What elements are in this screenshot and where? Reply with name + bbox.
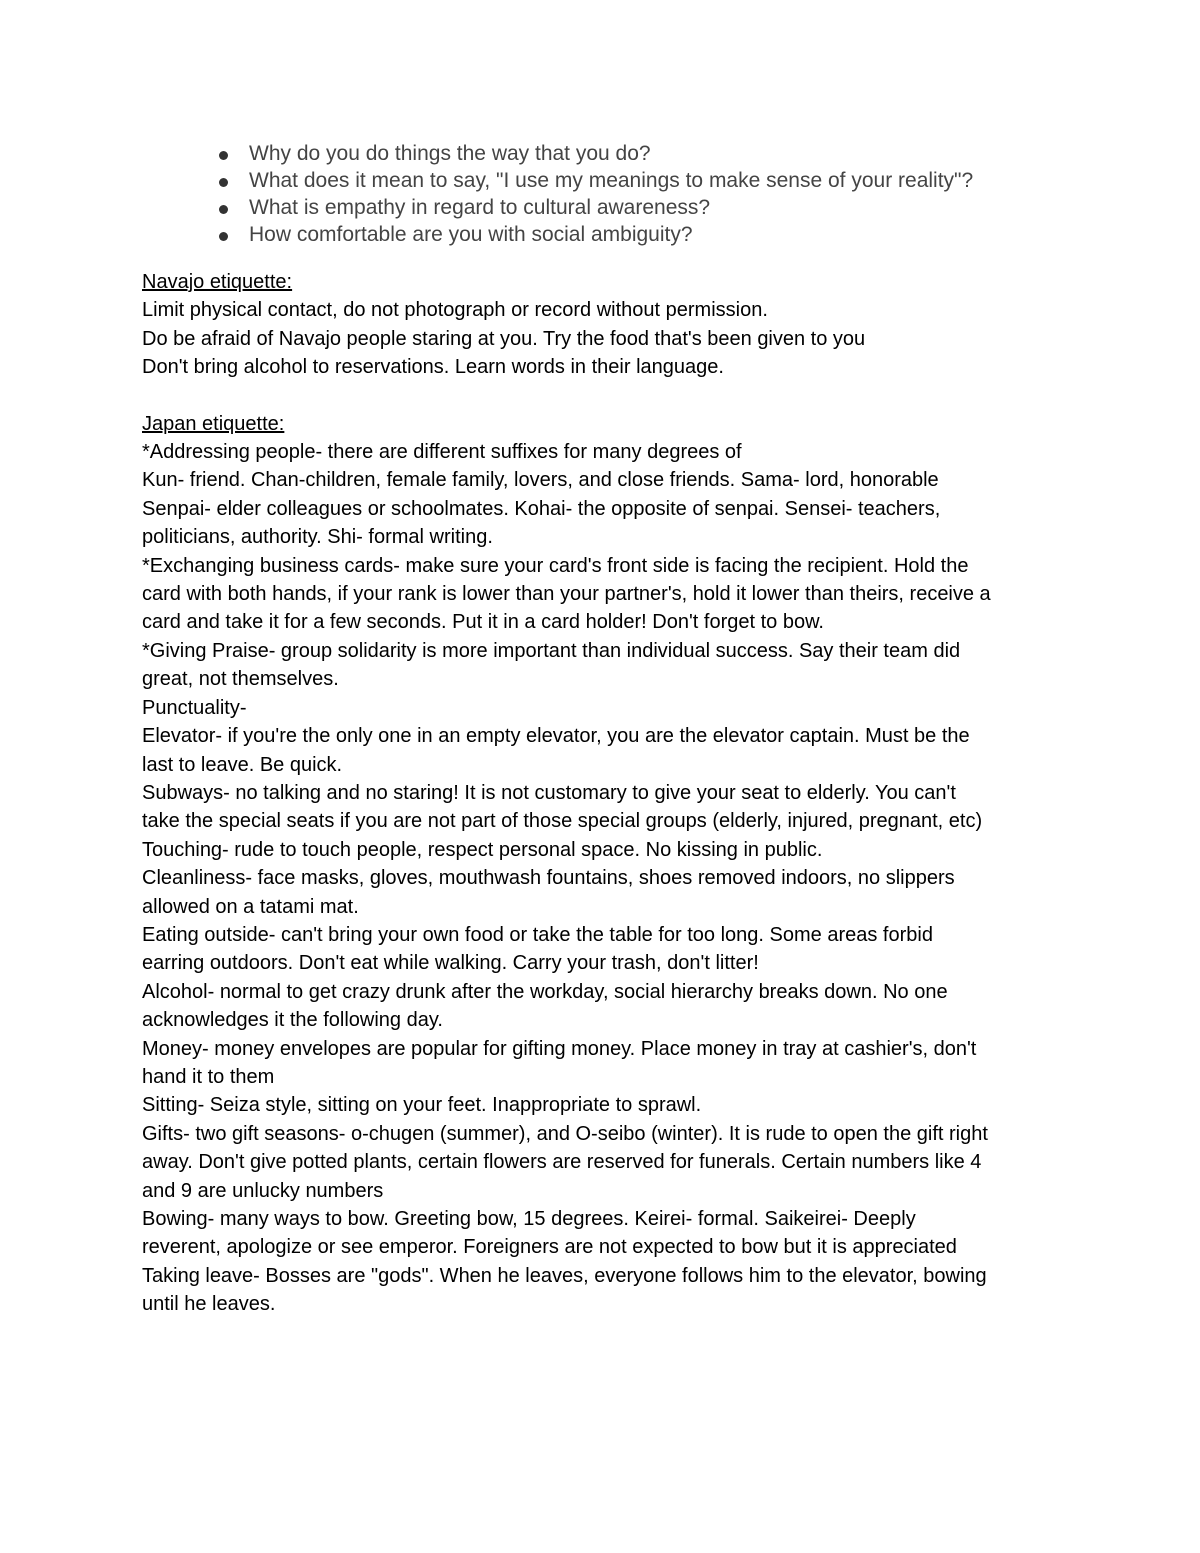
bullet-icon: [219, 205, 228, 214]
japan-line: until he leaves.: [142, 1293, 276, 1316]
japan-line: Senpai- elder colleagues or schoolmates. Kohai- the opposite of senpai. Sensei- teachers,: [142, 497, 941, 520]
question-text: How comfortable are you with social ambiguity?: [249, 223, 693, 246]
question-item: [249, 221, 1067, 248]
japan-line: earring outdoors. Don't eat while walking. Carry your trash, don't litter!: [142, 952, 759, 975]
japan-line: *Addressing people- there are different suffixes for many degrees of: [142, 441, 742, 464]
japan-line: reverent, apologize or see emperor. Foreigners are not expected to bow but it is appreciated: [142, 1236, 957, 1259]
question-text: What is empathy in regard to cultural awareness?: [249, 196, 711, 219]
bullet-icon: [219, 178, 228, 187]
japan-line: Touching- rude to touch people, respect personal space. No kissing in public.: [142, 838, 823, 861]
navajo-heading: Navajo etiquette:: [142, 271, 293, 293]
navajo-line: Don't bring alcohol to reservations. Learn words in their language.: [142, 356, 724, 379]
japan-line: away. Don't give potted plants, certain flowers are reserved for funerals. Certain numbers like 4: [142, 1151, 982, 1174]
japan-line: and 9 are unlucky numbers: [142, 1179, 384, 1202]
japan-line: Subways- no talking and no staring! It is not customary to give your seat to elderly. You can't: [142, 781, 956, 804]
japan-line: Kun- friend. Chan-children, female family, lovers, and close friends. Sama- lord, honorable: [142, 469, 939, 492]
japan-line: *Giving Praise- group solidarity is more important than individual success. Say their team did: [142, 639, 961, 662]
japan-line: *Exchanging business cards- make sure your card's front side is facing the recipient. Hold the: [142, 554, 969, 577]
japan-line: Alcohol- normal to get crazy drunk after the workday, social hierarchy breaks down. No one: [142, 980, 948, 1003]
japan-line: Elevator- if you're the only one in an empty elevator, you are the elevator captain. Must be the: [142, 725, 970, 748]
japan-line: Punctuality-: [142, 696, 247, 719]
bullet-icon: [219, 151, 228, 160]
japan-line: politicians, authority. Shi- formal writing.: [142, 526, 493, 549]
japan-line: last to leave. Be quick.: [142, 753, 343, 776]
japan-line: Cleanliness- face masks, gloves, mouthwash fountains, shoes removed indoors, no slippers: [142, 867, 955, 890]
question-text: What does it mean to say, "I use my meanings to make sense of your reality"?: [249, 169, 974, 192]
document-page: [142, 140, 1067, 1319]
japan-heading: Japan etiquette:: [142, 412, 285, 435]
japan-line: Eating outside- can't bring your own food or take the table for too long. Some areas forbid: [142, 923, 933, 946]
japan-line: Money- money envelopes are popular for gifting money. Place money in tray at cashier's, don't: [142, 1037, 977, 1060]
question-text: Why do you do things the way that you do?: [249, 142, 651, 165]
japan-section: [142, 410, 1067, 1319]
japan-line: allowed on a tatami mat.: [142, 895, 359, 918]
japan-line: take the special seats if you are not part of those special groups (elderly, injured, pregnant, etc): [142, 810, 983, 833]
japan-line: Bowing- many ways to bow. Greeting bow, 15 degrees. Keirei- formal. Saikeirei- Deeply: [142, 1208, 916, 1230]
japan-line: Sitting- Seiza style, sitting on your feet. Inappropriate to sprawl.: [142, 1094, 702, 1117]
japan-line: Gifts- two gift seasons- o-chugen (summer), and O-seibo (winter). It is rude to open the gift right: [142, 1122, 988, 1145]
japan-line: acknowledges it the following day.: [142, 1009, 443, 1032]
bullet-icon: [219, 232, 228, 241]
japan-line: card and take it for a few seconds. Put it in a card holder! Don't forget to bow.: [142, 611, 824, 634]
japan-line: card with both hands, if your rank is lower than your partner's, hold it lower than theirs, receive a: [142, 583, 991, 606]
japan-line: great, not themselves.: [142, 668, 339, 691]
question-item: [249, 194, 1067, 221]
navajo-line: Do be afraid of Navajo people staring at you. Try the food that's been given to you: [142, 327, 866, 350]
japan-line: Taking leave- Bosses are "gods". When he leaves, everyone follows him to the elevator, bowing: [142, 1264, 987, 1287]
question-item: [249, 167, 1067, 194]
japan-line: hand it to them: [142, 1065, 275, 1088]
navajo-section: [142, 268, 1067, 382]
navajo-line: Limit physical contact, do not photograph or record without permission.: [142, 299, 768, 322]
question-list: [142, 140, 1067, 248]
question-item: [249, 140, 1067, 167]
